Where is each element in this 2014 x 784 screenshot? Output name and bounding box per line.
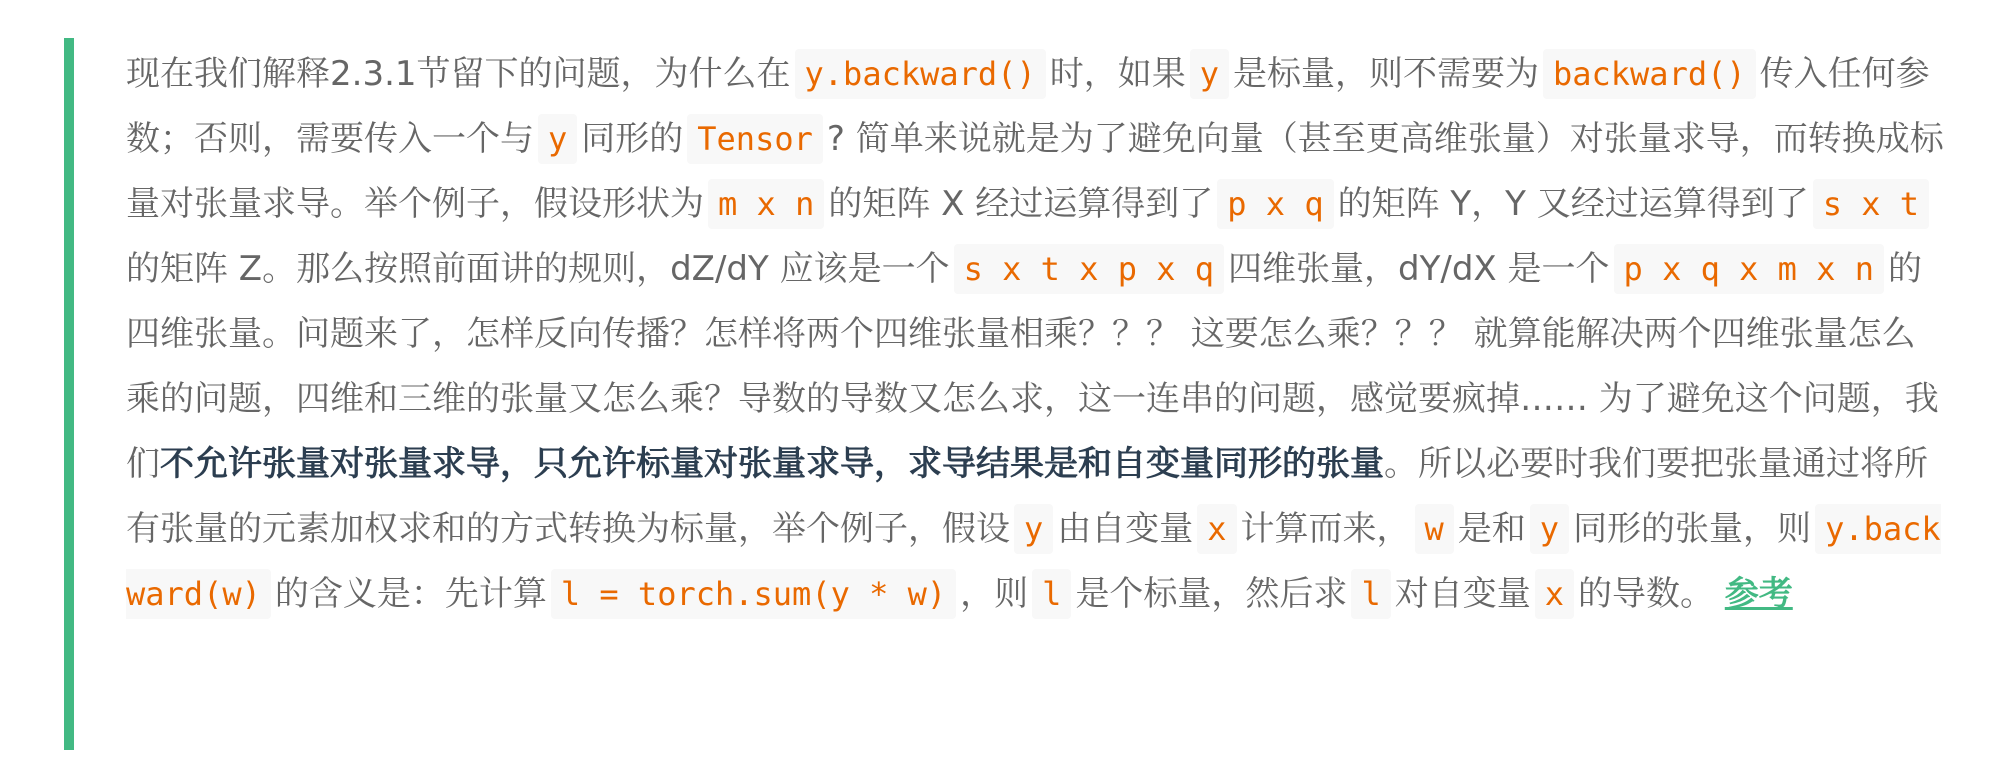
inline-code: x bbox=[1197, 504, 1236, 554]
text-segment: 同形的张量，则 bbox=[1573, 509, 1812, 549]
inline-code: y bbox=[1530, 504, 1569, 554]
text-segment: 是和 bbox=[1457, 509, 1526, 549]
inline-code: l = torch.sum(y * w) bbox=[551, 569, 956, 619]
text-segment: 。所以必要时我们要把张量通过将所有张量的元素加权求和的方式转换为标量，举个例子，假设 bbox=[126, 444, 1928, 549]
text-segment: 时，如果 bbox=[1049, 54, 1186, 94]
inline-code: p x q bbox=[1217, 179, 1333, 229]
inline-code: l bbox=[1351, 569, 1390, 619]
text-segment: 对自变量 bbox=[1394, 574, 1531, 614]
inline-code: l bbox=[1032, 569, 1071, 619]
inline-code: y.backward(w) bbox=[126, 504, 1941, 619]
explanation-paragraph bbox=[126, 42, 1944, 627]
text-segment: 由自变量 bbox=[1057, 509, 1194, 549]
text-segment: 传入任何参数；否则，需要传入一个与 bbox=[126, 54, 1930, 159]
inline-code: s x t bbox=[1813, 179, 1929, 229]
text-segment: ，则 bbox=[960, 574, 1029, 614]
text-segment: 是标量，则不需要为 bbox=[1232, 54, 1539, 94]
text-segment: 的矩阵 X 经过运算得到了 bbox=[828, 184, 1214, 224]
text-segment: 的矩阵 Z。那么按照前面讲的规则，dZ/dY 应该是一个 bbox=[126, 249, 950, 289]
inline-code: y bbox=[1190, 49, 1229, 99]
inline-code: Tensor bbox=[687, 114, 823, 164]
blockquote bbox=[64, 38, 1944, 750]
inline-code: backward() bbox=[1543, 49, 1756, 99]
inline-code: w bbox=[1415, 504, 1454, 554]
text-segment: 计算而来， bbox=[1240, 509, 1411, 549]
inline-code: p x q x m x n bbox=[1614, 244, 1884, 294]
inline-code: m x n bbox=[708, 179, 824, 229]
bold-statement: 不允许张量对张量求导，只允许标量对张量求导，求导结果是和自变量同形的张量 bbox=[160, 444, 1384, 484]
inline-code: y bbox=[538, 114, 577, 164]
text-segment: 现在我们解释2.3.1节留下的问题，为什么在 bbox=[126, 54, 791, 94]
reference-link[interactable]: 参考 bbox=[1724, 574, 1793, 614]
inline-code: s x t x p x q bbox=[954, 244, 1224, 294]
text-segment: 的矩阵 Y，Y 又经过运算得到了 bbox=[1337, 184, 1809, 224]
text-segment: 同形的 bbox=[581, 119, 684, 159]
inline-code: y.backward() bbox=[795, 49, 1046, 99]
text-segment: 的含义是：先计算 bbox=[274, 574, 547, 614]
text-segment: 是个标量，然后求 bbox=[1075, 574, 1348, 614]
text-segment: 的导数。 bbox=[1577, 574, 1714, 614]
text-segment: ? 简单来说就是为了避免向量（甚至更高维张量）对张量求导，而转换成标量对张量求导。举个例子，假设形状为 bbox=[126, 119, 1944, 224]
inline-code: x bbox=[1535, 569, 1574, 619]
text-segment: 四维张量，dY/dX 是一个 bbox=[1228, 249, 1610, 289]
text-segment: 的四维张量。问题来了，怎样反向传播？怎样将两个四维张量相乘？？？ 这要怎么乘？？？ 就算能解决两个四维张量怎么乘的问题，四维和三维的张量又怎么乘？导数的导数又怎么求，这一连串的问题，感觉要疯掉…… 为了避免这个问题，我们 bbox=[126, 249, 1939, 484]
inline-code: y bbox=[1014, 504, 1053, 554]
